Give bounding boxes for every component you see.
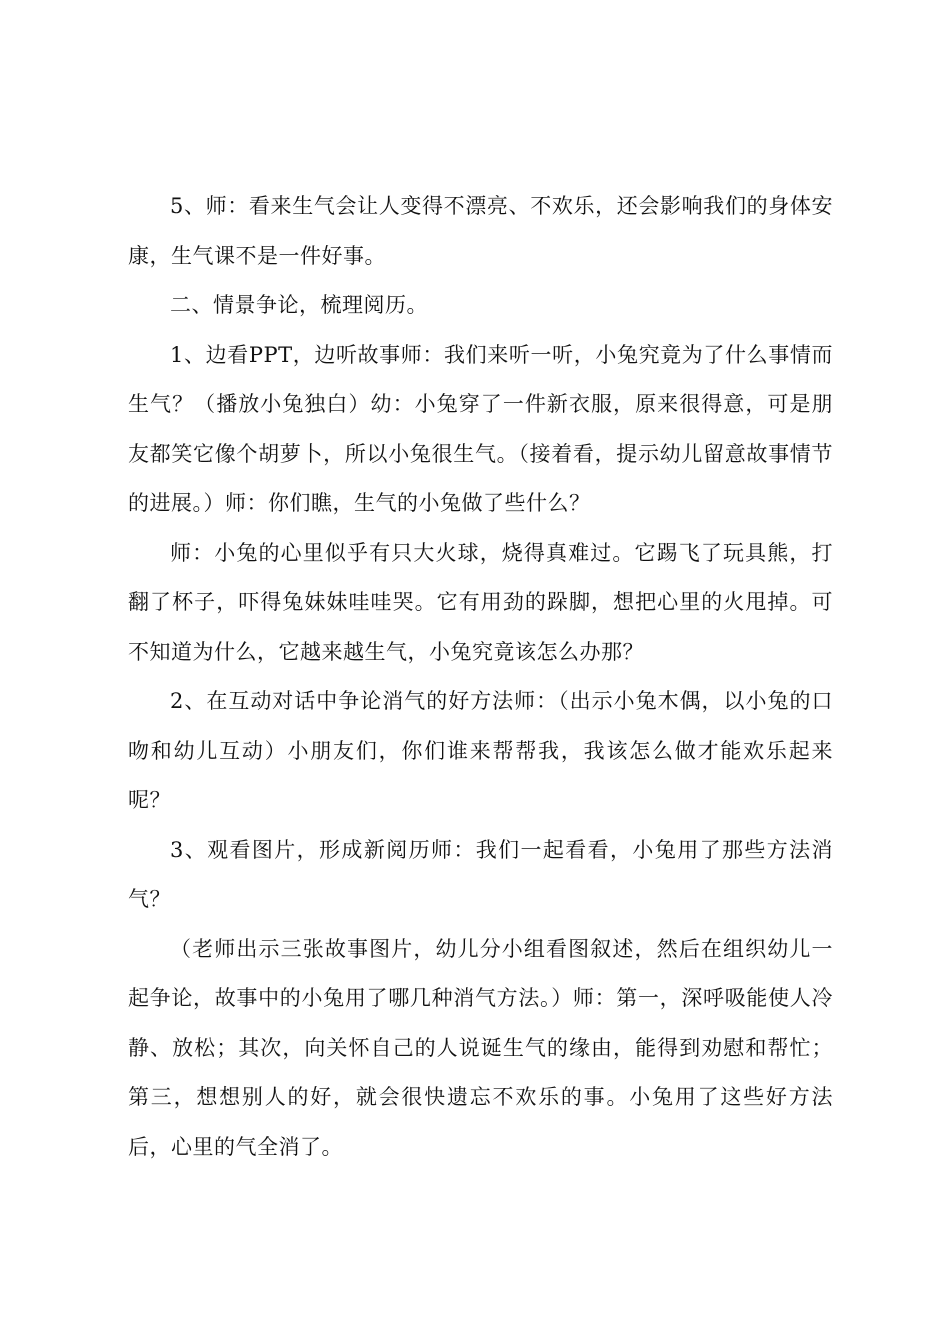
paragraph-teacher-three-methods: （老师出示三张故事图片，幼儿分小组看图叙述，然后在组织幼儿一起争论，故事中的小兔用了哪几种消气方法。）师：第一，深呼吸能使人冷静、放松；其次，向关怀自己的人说诞生气的缘由，能得到劝慰和帮忙；第三，想想别人的好，就会很快遗忘不欢乐的事。小兔用了这些好方法后，心里的气全消了。: [128, 936, 833, 1159]
document-body: [128, 182, 833, 1172]
paragraph-step-1-ppt-story: 1、边看PPT，边听故事师：我们来听一听，小兔究竟为了什么事情而生气？（播放小兔独白）幼：小兔穿了一件新衣服，原来很得意，可是朋友都笑它像个胡萝卜，所以小兔很生气。（接着看，提示幼儿留意故事情节的进展。）师：你们瞧，生气的小兔做了些什么？: [128, 342, 833, 515]
section-heading-scenario-discussion: 二、情景争论，梳理阅历。: [170, 293, 428, 317]
paragraph-teacher-rabbit-fireball: 师：小兔的心里似乎有只大火球，烧得真难过。它踢飞了玩具熊，打翻了杯子，吓得兔妹妹哇哇哭。它有用劲的跺脚，想把心里的火甩掉。可不知道为什么，它越来越生气，小兔究竟该怎么办那？: [128, 540, 833, 664]
paragraph-step-3-pictures: 3、观看图片，形成新阅历师：我们一起看看，小兔用了那些方法消气？: [128, 837, 833, 911]
paragraph-step-2-dialogue: 2、在互动对话中争论消气的好方法师：（出示小兔木偶，以小兔的口吻和幼儿互动）小朋友们，你们谁来帮帮我，我该怎么做才能欢乐起来呢？: [128, 689, 833, 812]
paragraph-teacher-summary: 5、师：看来生气会让人变得不漂亮、不欢乐，还会影响我们的身体安康，生气课不是一件好事。: [128, 194, 833, 268]
